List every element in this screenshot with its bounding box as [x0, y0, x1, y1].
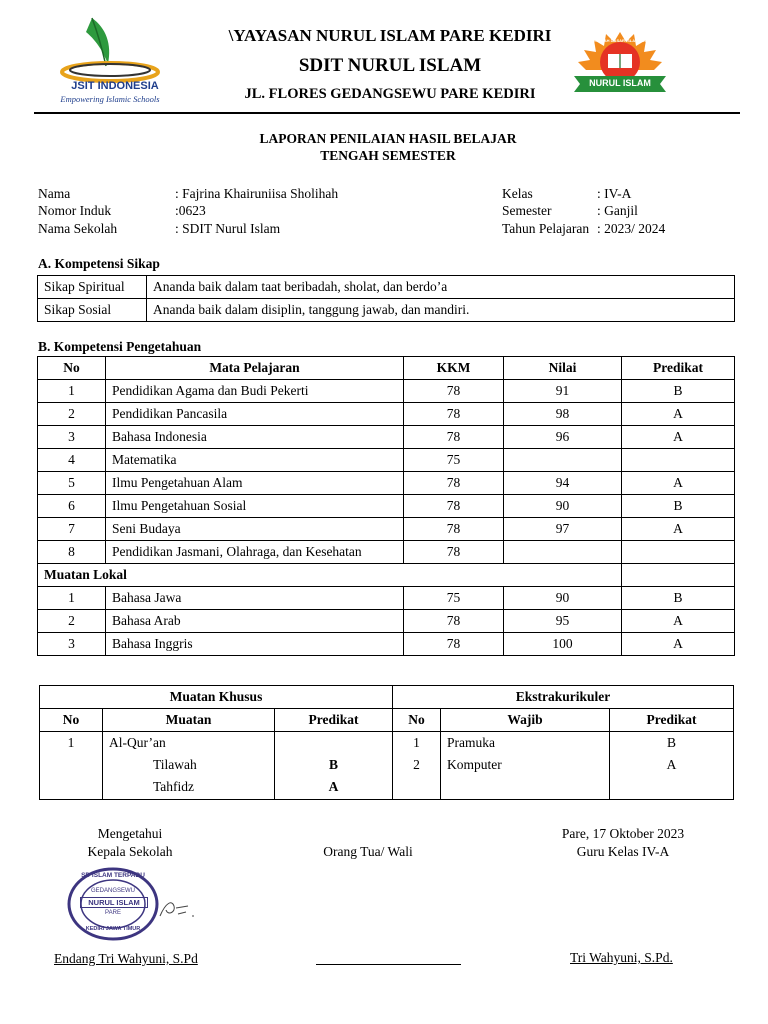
cell-subject: Bahasa Arab	[106, 610, 404, 633]
col-muatan: Muatan	[103, 709, 275, 732]
cell-predikat: B	[622, 495, 735, 518]
cell-no: 2	[38, 403, 106, 426]
stamp-mid3-text: PARE	[105, 910, 121, 916]
logo-arc-text: SEKOLAH DASAR ISLAM TERPADU	[590, 38, 659, 43]
cell-nilai: 100	[504, 633, 622, 656]
col-no: No	[38, 357, 106, 380]
left-sign-l2: Kepala Sekolah	[87, 844, 173, 859]
cell-subject: Ilmu Pengetahuan Sosial	[106, 495, 404, 518]
predikat-value: A	[328, 779, 339, 794]
ekstra-name: Komputer	[447, 757, 502, 772]
table-header	[40, 686, 734, 709]
cell-kkm: 78	[404, 633, 504, 656]
sikap-label: Sikap Spiritual	[38, 276, 147, 299]
jsit-logo-tagline: Empowering Islamic Schools	[60, 94, 160, 104]
table-row	[38, 276, 735, 299]
cell-no: 2	[38, 610, 106, 633]
muatan-lokal-label: Muatan Lokal	[38, 564, 622, 587]
cell-predikat	[622, 541, 735, 564]
name-label: Nama	[38, 186, 71, 201]
right-sign-name: Tri Wahyuni, S.Pd.	[570, 950, 673, 965]
col-predikat: Predikat	[610, 709, 734, 732]
table-row	[38, 495, 735, 518]
semester-label: Semester	[502, 203, 552, 218]
cell-predikat: A	[622, 472, 735, 495]
col-no: No	[40, 709, 103, 732]
table-row	[38, 472, 735, 495]
cell-no: 1	[38, 380, 106, 403]
cell-kkm: 78	[404, 472, 504, 495]
cell-predikat: A	[622, 403, 735, 426]
cell-kkm: 78	[404, 426, 504, 449]
sikap-label: Sikap Sosial	[38, 299, 147, 322]
stamp-top-text: SD ISLAM TERPADU	[81, 872, 145, 879]
cell-subject: Bahasa Indonesia	[106, 426, 404, 449]
cell-no: 7	[38, 518, 106, 541]
cell-subject: Seni Budaya	[106, 518, 404, 541]
stamp-bottom-text: KEDIRI JAWA TIMUR	[85, 926, 141, 932]
report-title: LAPORAN PENILAIAN HASIL BELAJAR	[259, 131, 517, 146]
cell-nilai	[504, 541, 622, 564]
signature-scribble	[156, 896, 196, 922]
cell-kkm: 78	[404, 518, 504, 541]
cell-subject: Ilmu Pengetahuan Alam	[106, 472, 404, 495]
ekstra-title: Ekstrakurikuler	[393, 686, 734, 709]
cell-no: 1	[38, 587, 106, 610]
table-row	[38, 403, 735, 426]
cell-no: 6	[38, 495, 106, 518]
class-value: : IV-A	[597, 186, 632, 201]
cell-predikat: B	[622, 380, 735, 403]
cell-kkm: 78	[404, 610, 504, 633]
cell-no: 5	[38, 472, 106, 495]
table-row	[38, 518, 735, 541]
muatan-sub: Tilawah	[153, 757, 197, 772]
cell-subject: Pendidikan Pancasila	[106, 403, 404, 426]
class-label: Kelas	[502, 186, 533, 201]
cell-muatan	[103, 732, 275, 800]
cell-predikat	[275, 732, 393, 800]
predikat-value: B	[328, 757, 338, 772]
sikap-desc: Ananda baik dalam disiplin, tanggung jawab, dan mandiri.	[147, 299, 735, 322]
cell-nilai	[504, 449, 622, 472]
empty-cell	[622, 564, 735, 587]
cell-kkm: 78	[404, 403, 504, 426]
mid-sign-line	[316, 964, 461, 965]
cell-predikat	[622, 449, 735, 472]
col-subject: Mata Pelajaran	[106, 357, 404, 380]
cell-nilai: 90	[504, 495, 622, 518]
col-wajib: Wajib	[441, 709, 610, 732]
ekstra-no: 2	[413, 757, 420, 772]
school-value: : SDIT Nurul Islam	[175, 221, 281, 236]
id-label: Nomor Induk	[38, 203, 112, 218]
table-row	[38, 610, 735, 633]
jsit-logo	[48, 14, 168, 106]
address-title: JL. FLORES GEDANGSEWU PARE KEDIRI	[244, 86, 536, 102]
school-title: SDIT NURUL ISLAM	[298, 55, 482, 76]
table-row	[38, 299, 735, 322]
stamp-mid2-text: NURUL ISLAM	[80, 897, 148, 908]
cell-kkm: 78	[404, 541, 504, 564]
header-divider	[34, 112, 740, 114]
mid-sign-l1: Orang Tua/ Wali	[323, 844, 413, 859]
pengetahuan-table	[37, 356, 735, 656]
cell-nilai: 96	[504, 426, 622, 449]
khusus-title: Muatan Khusus	[40, 686, 393, 709]
cell-nilai: 98	[504, 403, 622, 426]
khusus-ekstra-table	[39, 685, 734, 800]
cell-nilai: 90	[504, 587, 622, 610]
muatan-main: Al-Qur’an	[109, 735, 166, 750]
left-sign-name: Endang Tri Wahyuni, S.Pd	[54, 951, 198, 966]
cell-predikat: A	[622, 518, 735, 541]
ekstra-name: Pramuka	[447, 735, 495, 750]
foundation-title: \YAYASAN NURUL ISLAM PARE KEDIRI	[228, 26, 552, 45]
sikap-table	[37, 275, 735, 322]
id-value: :0623	[175, 203, 206, 218]
table-row	[38, 633, 735, 656]
section-b-heading: B. Kompetensi Pengetahuan	[38, 339, 202, 354]
cell-predikat: A	[622, 610, 735, 633]
school-stamp	[66, 866, 160, 942]
cell-wajib	[441, 732, 610, 800]
cell-kkm: 75	[404, 449, 504, 472]
cell-nilai: 94	[504, 472, 622, 495]
cell-no: 3	[38, 426, 106, 449]
year-value: : 2023/ 2024	[597, 221, 666, 236]
stamp-mid1-text: GEDANGSEWU	[90, 888, 135, 894]
semester-value: : Ganjil	[597, 203, 638, 218]
feather-icon	[48, 14, 168, 106]
cell-kkm: 75	[404, 587, 504, 610]
school-label: Nama Sekolah	[38, 221, 118, 236]
year-label: Tahun Pelajaran	[502, 221, 590, 236]
section-a-heading: A. Kompetensi Sikap	[38, 256, 160, 271]
table-row	[38, 380, 735, 403]
cell-no: 4	[38, 449, 106, 472]
sikap-desc: Ananda baik dalam taat beribadah, sholat, dan berdo’a	[147, 276, 735, 299]
cell-nilai: 95	[504, 610, 622, 633]
cell-nilai: 91	[504, 380, 622, 403]
muatan-sub: Tahfidz	[153, 779, 195, 794]
logo-banner-text: NURUL ISLAM	[589, 78, 651, 88]
cell-subject: Matematika	[106, 449, 404, 472]
cell-no: 3	[38, 633, 106, 656]
cell-subject: Bahasa Inggris	[106, 633, 404, 656]
report-subtitle: TENGAH SEMESTER	[320, 148, 456, 163]
table-row	[38, 449, 735, 472]
cell-no: 8	[38, 541, 106, 564]
cell-subject: Pendidikan Agama dan Budi Pekerti	[106, 380, 404, 403]
table-row	[38, 426, 735, 449]
col-predikat: Predikat	[275, 709, 393, 732]
cell-nilai: 97	[504, 518, 622, 541]
cell-predikat	[610, 732, 734, 800]
table-row	[40, 732, 734, 800]
ekstra-pred: B	[666, 735, 676, 750]
cell-no: 1	[40, 732, 103, 800]
cell-kkm: 78	[404, 495, 504, 518]
table-row	[38, 587, 735, 610]
ekstra-no: 1	[413, 735, 420, 750]
col-nilai: Nilai	[504, 357, 622, 380]
cell-predikat: B	[622, 587, 735, 610]
table-row	[38, 541, 735, 564]
table-header	[40, 709, 734, 732]
muatan-lokal-row	[38, 564, 735, 587]
jsit-logo-name: JSIT INDONESIA	[71, 80, 159, 92]
left-sign-l1: Mengetahui	[97, 826, 163, 841]
cell-predikat: A	[622, 426, 735, 449]
nurul-islam-logo	[572, 28, 668, 98]
cell-subject: Pendidikan Jasmani, Olahraga, dan Kesehatan	[106, 541, 404, 564]
name-value: : Fajrina Khairuniisa Sholihah	[175, 186, 339, 201]
col-no: No	[393, 709, 441, 732]
cell-kkm: 78	[404, 380, 504, 403]
table-header	[38, 357, 735, 380]
col-predikat: Predikat	[622, 357, 735, 380]
cell-subject: Bahasa Jawa	[106, 587, 404, 610]
right-sign-l1: Pare, 17 Oktober 2023	[561, 826, 685, 841]
cell-no	[393, 732, 441, 800]
right-sign-l2: Guru Kelas IV-A	[576, 844, 670, 859]
col-kkm: KKM	[404, 357, 504, 380]
ekstra-pred: A	[666, 757, 677, 772]
cell-predikat: A	[622, 633, 735, 656]
